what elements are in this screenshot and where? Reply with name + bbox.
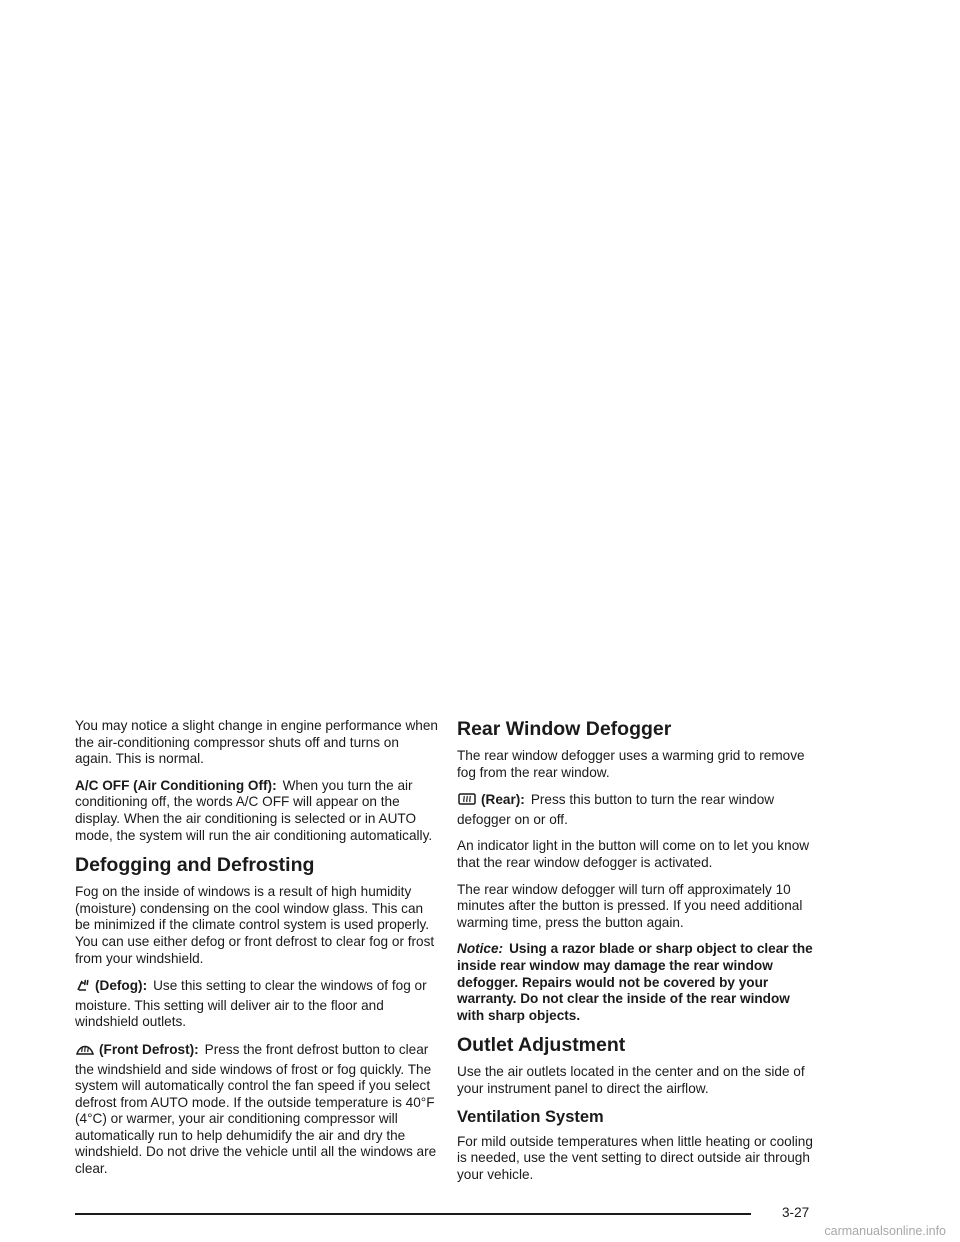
indicator-paragraph: An indicator light in the button will come on to let you know that the rear window defogger is activated.: [457, 838, 810, 870]
page-number: 3-27: [782, 1205, 810, 1220]
footer-rule: [75, 1213, 751, 1215]
notice-term: Notice:: [457, 941, 504, 957]
notice-paragraph: [457, 941, 820, 1024]
ac-off-text: When you turn the air conditioning off, the words A/C OFF will appear on the display. When the air conditioning is selected or in AUTO mode, the system will run the air conditioning automatically.: [75, 777, 433, 843]
defog-icon: [75, 977, 91, 998]
rear-paragraph: [457, 791, 820, 828]
defog-paragraph: [75, 977, 438, 1031]
front-defrost-term: (Front Defrost):: [99, 1041, 199, 1057]
ac-off-term: A/C OFF (Air Conditioning Off):: [75, 777, 277, 793]
heading-ventilation-system: Ventilation System: [457, 1107, 604, 1126]
defog-text: Use this setting to clear the windows of fog or moisture. This setting will deliver air to the floor and windshield outlets.: [75, 978, 427, 1030]
defog-intro-paragraph: Fog on the inside of windows is a result of high humidity (moisture) condensing on the cool window glass. This can be minimized if the climate control system is used properly. You can use either defog or front defrost to clear fog or frost from your windshield.: [75, 884, 435, 966]
ac-off-paragraph: [75, 778, 438, 844]
front-defrost-paragraph: [75, 1041, 438, 1178]
auto-off-paragraph: The rear window defogger will turn off approximately 10 minutes after the button is pressed. If you need additional warming time, press the button again.: [457, 881, 803, 930]
rear-defog-icon: [457, 791, 477, 812]
front-defrost-icon: [75, 1041, 95, 1062]
defog-term: (Defog):: [95, 978, 148, 994]
front-defrost-text: Press the front defrost button to clear the windshield and side windows of frost or fog quickly. The system will automatically control the fan speed if you select defrost from AUTO mode. If the outside temperature is 40°F (4°C) or warmer, your air conditioning compressor will automatically run to help dehumidify the air and dry the windshield. Do not drive the vehicle until all the windows are clear.: [75, 1041, 437, 1177]
rear-intro-paragraph: The rear window defogger uses a warming grid to remove fog from the rear window.: [457, 748, 805, 780]
left-column: [75, 718, 438, 1188]
vent-paragraph: For mild outside temperatures when little heating or cooling is needed, use the vent setting to direct outside air through your vehicle.: [457, 1133, 813, 1182]
heading-outlet-adjustment: Outlet Adjustment: [457, 1034, 626, 1057]
heading-defogging-defrosting: Defogging and Defrosting: [75, 854, 315, 877]
right-column: [457, 718, 820, 1193]
intro-paragraph: You may notice a slight change in engine performance when the air-conditioning compressor shuts off and turns on again. This is normal.: [75, 718, 438, 767]
outlet-paragraph: Use the air outlets located in the center and on the side of your instrument panel to direct the airflow.: [457, 1064, 805, 1096]
heading-rear-window-defogger: Rear Window Defogger: [457, 718, 672, 740]
rear-text: Press this button to turn the rear window defogger on or off.: [457, 792, 775, 827]
notice-text: Using a razor blade or sharp object to clear the inside rear window may damage the rear window defogger. Repairs would not be covered by your warranty. Do not clear the inside of the rear window with sharp objects.: [457, 941, 813, 1023]
rear-term: (Rear):: [481, 792, 525, 808]
watermark: carmanualsonline.info: [824, 1224, 946, 1238]
